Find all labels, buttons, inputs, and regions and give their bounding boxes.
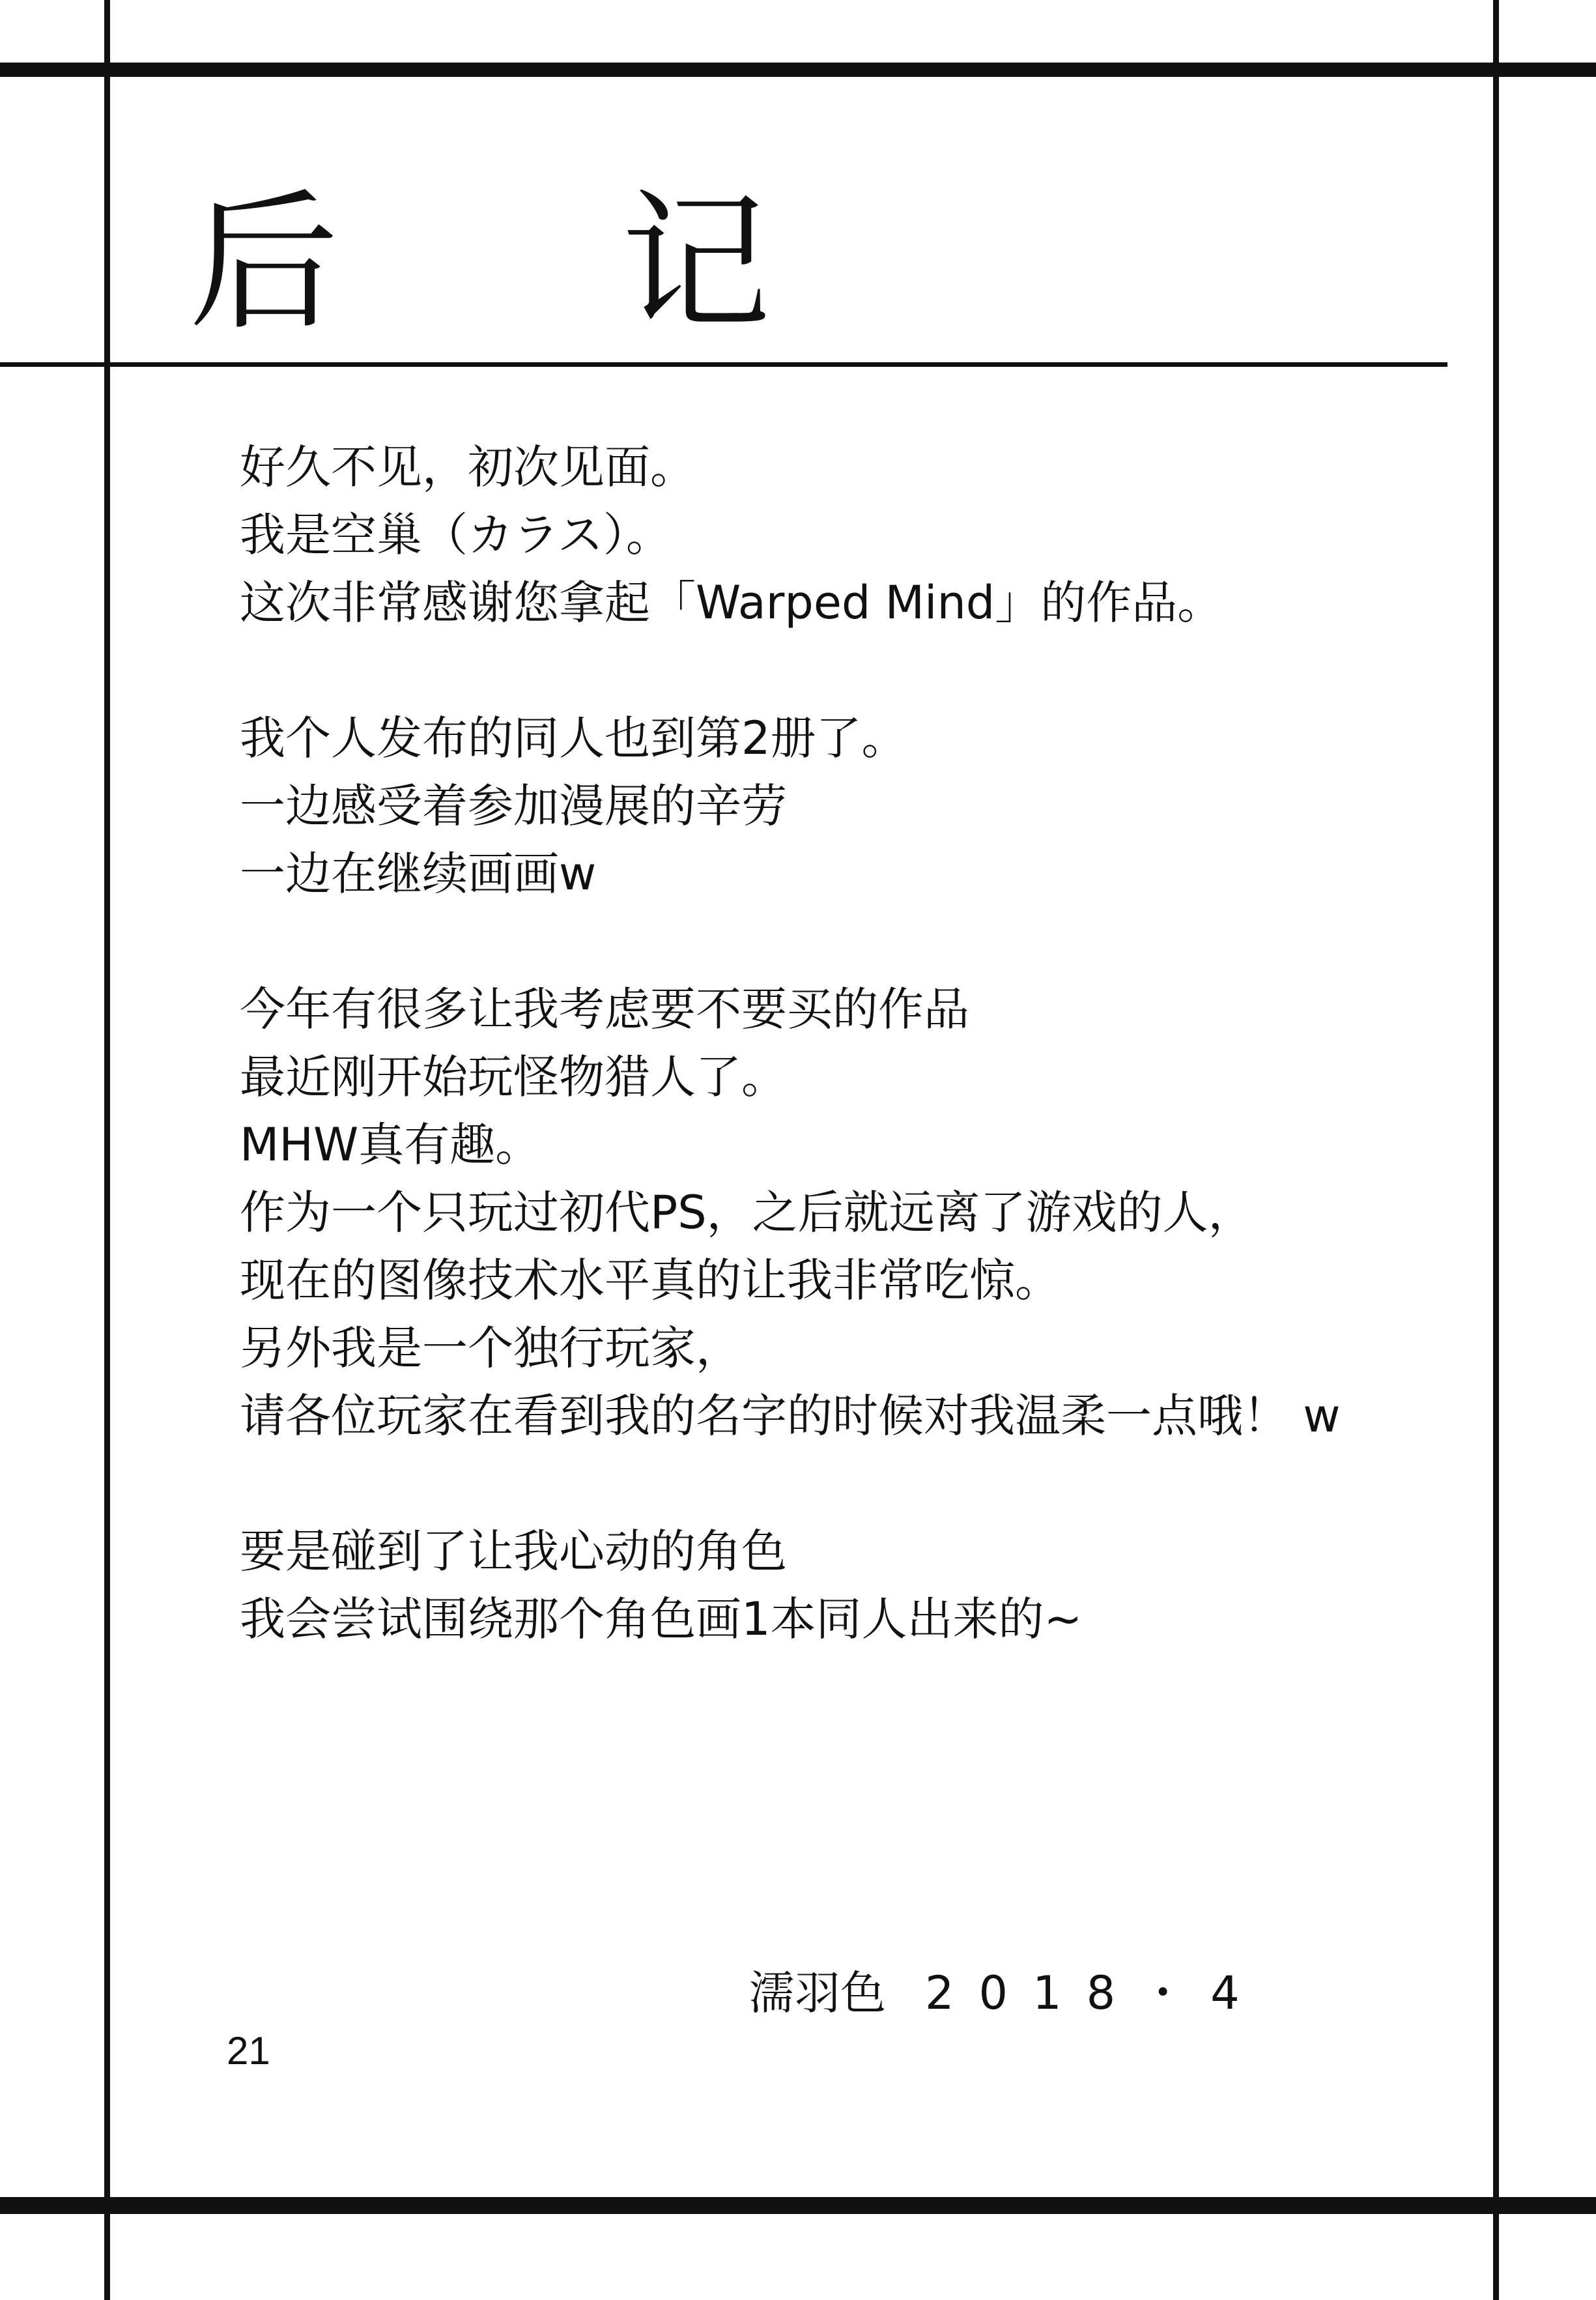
text-line: 一边感受着参加漫展的辛劳 xyxy=(240,779,787,833)
text-line: 请各位玩家在看到我的名字的时候对我温柔一点哦！ w xyxy=(240,1389,1341,1443)
text-line: 我个人发布的同人也到第2册了。 xyxy=(240,712,907,765)
text-line: 我会尝试围绕那个角色画1本同人出来的~ xyxy=(240,1592,1083,1646)
text-line: MHW真有趣。 xyxy=(240,1118,541,1172)
text-line: 要是碰到了让我心动的角色 xyxy=(240,1525,787,1578)
paragraph xyxy=(240,1517,1477,1653)
text-line: 另外我是一个独行玩家， xyxy=(240,1321,741,1375)
text-line: 现在的图像技术水平真的让我非常吃惊。 xyxy=(240,1254,1061,1307)
page-title: 后 记 xyxy=(189,177,889,351)
signature-date: 2018・4 xyxy=(925,1966,1264,2020)
paragraph xyxy=(240,704,1477,908)
paragraph xyxy=(240,433,1477,637)
right-frame-line xyxy=(1493,0,1499,2300)
afterword-body xyxy=(240,433,1477,1653)
text-line: 最近刚开始玩怪物猎人了。 xyxy=(240,1050,787,1104)
text-line: 好久不见，初次见面。 xyxy=(240,440,696,494)
signature-name: 濡羽色 xyxy=(749,1966,886,2020)
text-line: 这次非常感谢您拿起「Warped Mind」的作品。 xyxy=(240,576,1223,629)
paragraph xyxy=(240,975,1477,1450)
text-line: 我是空巢（カラス）。 xyxy=(240,508,672,562)
left-frame-line xyxy=(104,0,110,2300)
top-border-rule xyxy=(0,63,1596,77)
text-line: 今年有很多让我考虑要不要买的作品 xyxy=(240,983,969,1036)
text-line: 作为一个只玩过初代PS，之后就远离了游戏的人， xyxy=(240,1186,1254,1239)
bottom-border-rule xyxy=(0,2197,1596,2214)
title-underline xyxy=(0,362,1447,367)
text-line: 一边在继续画画w xyxy=(240,847,597,900)
page-number: 21 xyxy=(227,2029,270,2073)
signature xyxy=(749,1966,1264,2020)
